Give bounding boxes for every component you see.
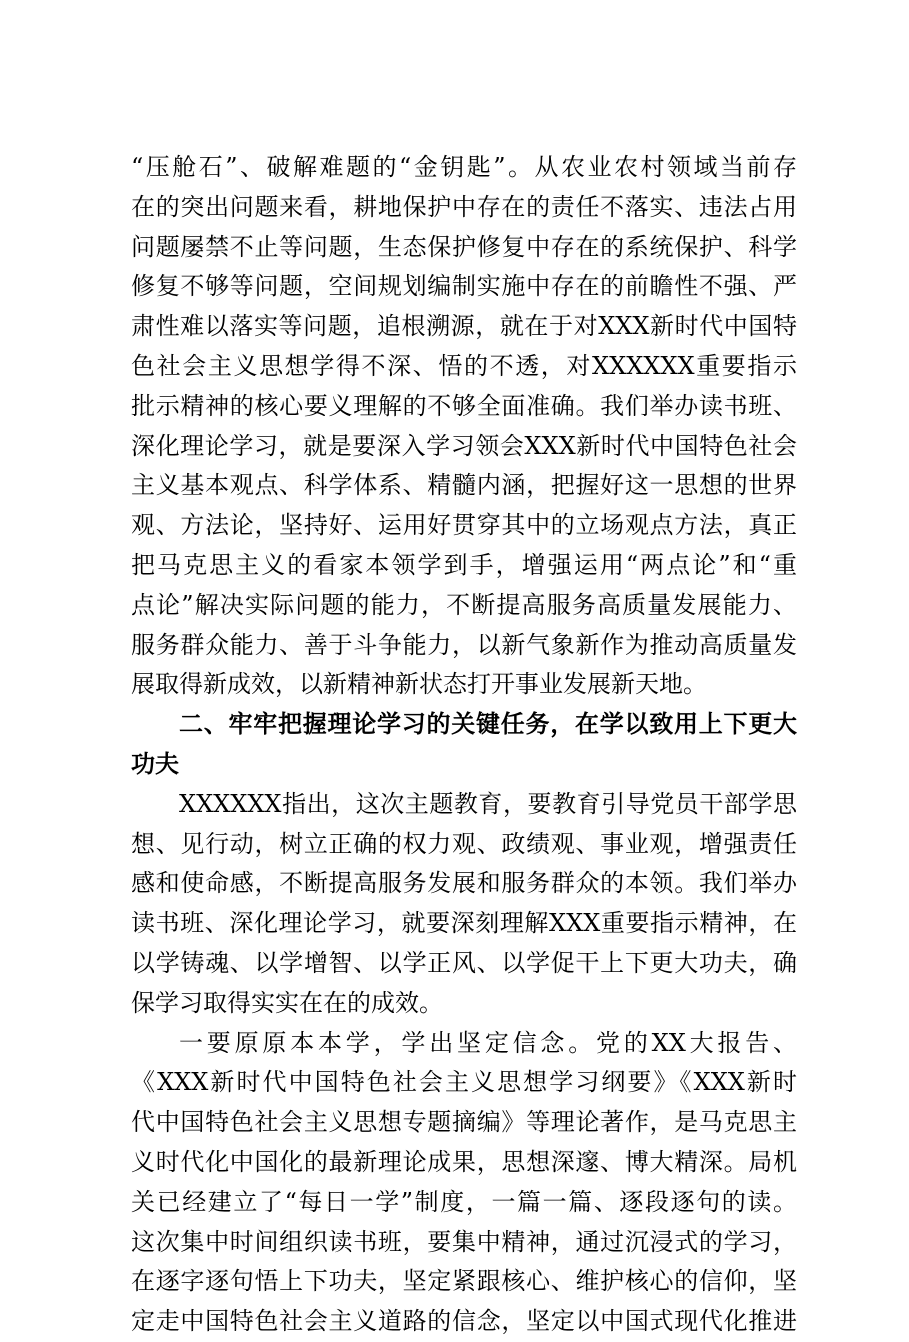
- paragraph-line: 点论”解决实际问题的能力，不断提高服务高质量发展能力、: [131, 590, 797, 619]
- paragraph-line: 肃性难以落实等问题，追根溯源，就在于对XXX新时代中国特: [131, 312, 797, 341]
- paragraph-line: 感和使命感，不断提高服务发展和服务群众的本领。我们举办: [131, 869, 797, 898]
- paragraph-line: 想、见行动，树立正确的权力观、政绩观、事业观，增强责任: [131, 829, 797, 858]
- document-body: [131, 148, 797, 1342]
- paragraph-line: 问题屡禁不止等问题，生态保护修复中存在的系统保护、科学: [131, 232, 797, 261]
- paragraph-line: 这次集中时间组织读书班，要集中精神，通过沉浸式的学习，: [131, 1227, 797, 1256]
- paragraph-line: 观、方法论，坚持好、运用好贯穿其中的立场观点方法，真正: [131, 511, 797, 540]
- paragraph-line: 展取得新成效，以新精神新状态打开事业发展新天地。: [131, 670, 707, 699]
- section-heading-line: 二、牢牢把握理论学习的关键任务，在学以致用上下更大: [179, 710, 797, 739]
- paragraph-line: 定走中国特色社会主义道路的信念，坚定以中国式现代化推进: [131, 1307, 797, 1336]
- paragraph-line: 色社会主义思想学得不深、悟的不透，对XXXXXX重要指示: [131, 351, 797, 380]
- paragraph-line: 以学铸魂、以学增智、以学正风、以学促干上下更大功夫，确: [131, 948, 797, 977]
- paragraph-line: 在逐字逐句悟上下功夫，坚定紧跟核心、维护核心的信仰，坚: [131, 1267, 797, 1296]
- paragraph-line: 主义基本观点、科学体系、精髓内涵，把握好这一思想的世界: [131, 471, 797, 500]
- paragraph-line: 服务群众能力、善于斗争能力，以新气象新作为推动高质量发: [131, 630, 797, 659]
- paragraph-line: 义时代化中国化的最新理论成果，思想深邃、博大精深。局机: [131, 1147, 797, 1176]
- paragraph-line: 把马克思主义的看家本领学到手，增强运用“两点论”和“重: [131, 550, 797, 579]
- paragraph-line: “压舱石”、破解难题的“金钥匙”。从农业农村领域当前存: [131, 153, 797, 181]
- paragraph-line: 修复不够等问题，空间规划编制实施中存在的前瞻性不强、严: [131, 272, 797, 301]
- paragraph-line: XXXXXX指出，这次主题教育，要教育引导党员干部学思: [179, 789, 797, 818]
- paragraph-line: 在的突出问题来看，耕地保护中存在的责任不落实、违法占用: [131, 192, 797, 221]
- paragraph-line: 读书班、深化理论学习，就要深刻理解XXX重要指示精神，在: [131, 909, 797, 938]
- paragraph-line: 深化理论学习，就是要深入学习领会XXX新时代中国特色社会: [131, 431, 797, 460]
- paragraph-line: 《XXX新时代中国特色社会主义思想学习纲要》《XXX新时: [131, 1068, 797, 1097]
- section-heading-line: 功夫: [131, 749, 179, 778]
- paragraph-line: 批示精神的核心要义理解的不够全面准确。我们举办读书班、: [131, 391, 797, 420]
- paragraph-line: 保学习取得实实在在的成效。: [131, 988, 443, 1017]
- paragraph-line: 一要原原本本学，学出坚定信念。党的XX大报告、: [179, 1028, 797, 1057]
- paragraph-line: 代中国特色社会主义思想专题摘编》等理论著作，是马克思主: [131, 1108, 797, 1137]
- paragraph-line: 关已经建立了“每日一学”制度，一篇一篇、逐段逐句的读。: [131, 1187, 797, 1216]
